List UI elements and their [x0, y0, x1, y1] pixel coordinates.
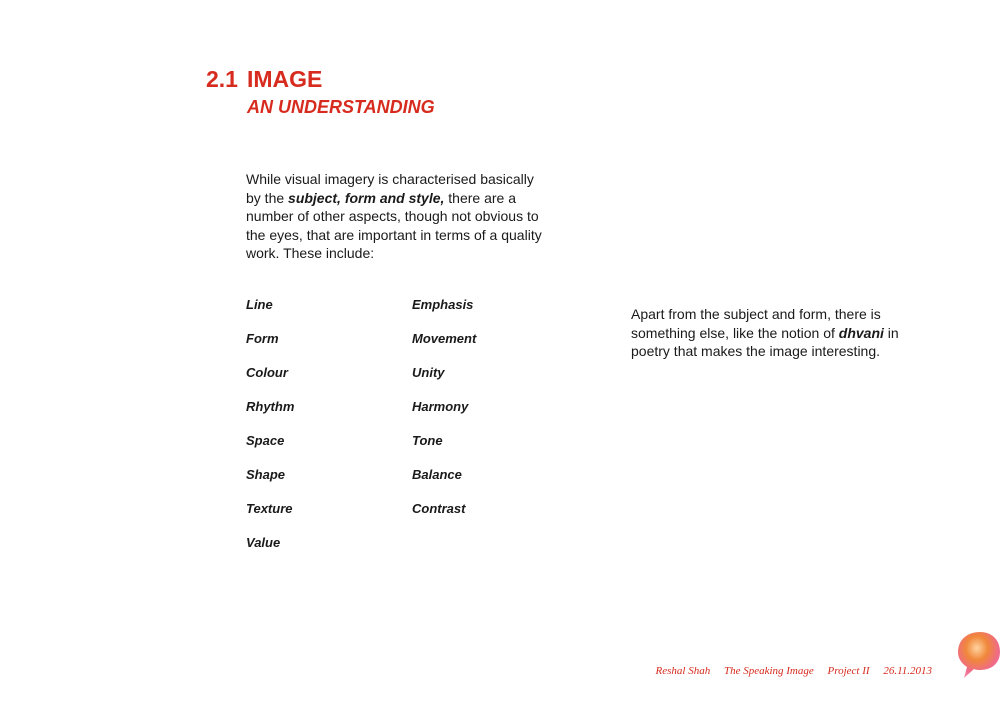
- footer-author: Reshal Shah: [655, 665, 711, 677]
- elements-list-left: [246, 297, 294, 569]
- list-item: Emphasis: [412, 297, 474, 312]
- footer-project-title: The Speaking Image: [723, 665, 814, 677]
- page-footer: [656, 665, 933, 677]
- list-item: Shape: [246, 467, 286, 482]
- footer-date: 26.11.2013: [883, 665, 932, 677]
- list-item: Contrast: [412, 501, 466, 516]
- section-subtitle: AN UNDERSTANDING: [247, 97, 435, 117]
- list-item: Colour: [246, 365, 288, 380]
- aside-emphasis: dhvani: [838, 324, 884, 341]
- section-number: 2.1: [206, 66, 238, 92]
- list-item: Space: [246, 433, 285, 448]
- list-item: Line: [246, 297, 273, 312]
- aside-text-end: in poetry that makes the image interesting.: [631, 324, 899, 359]
- list-item: Rhythm: [246, 399, 295, 414]
- intro-text-start: While visual imagery is characterised basically by the: [246, 171, 534, 206]
- section-title: IMAGE: [247, 66, 323, 92]
- list-item: Balance: [412, 467, 462, 482]
- list-item: Texture: [246, 501, 293, 516]
- list-item: Tone: [412, 433, 443, 448]
- list-item: Unity: [412, 365, 445, 380]
- footer-project: Project II: [827, 665, 870, 677]
- intro-text-end: there are a number of other aspects, though not obvious to the eyes, that are important in terms of a quality work. These include:: [246, 189, 542, 261]
- aside-text-start: Apart from the subject and form, there is something else, like the notion of: [631, 306, 881, 341]
- speech-bubble-logo-icon: [956, 630, 1000, 682]
- list-item: Movement: [412, 331, 477, 346]
- intro-paragraph: [246, 170, 546, 263]
- intro-emphasis: subject, form and style,: [288, 189, 445, 206]
- aside-paragraph: [631, 305, 941, 361]
- list-item: Harmony: [412, 399, 469, 414]
- list-item: Form: [246, 331, 279, 346]
- elements-list-right: [412, 297, 476, 535]
- list-item: Value: [246, 535, 281, 550]
